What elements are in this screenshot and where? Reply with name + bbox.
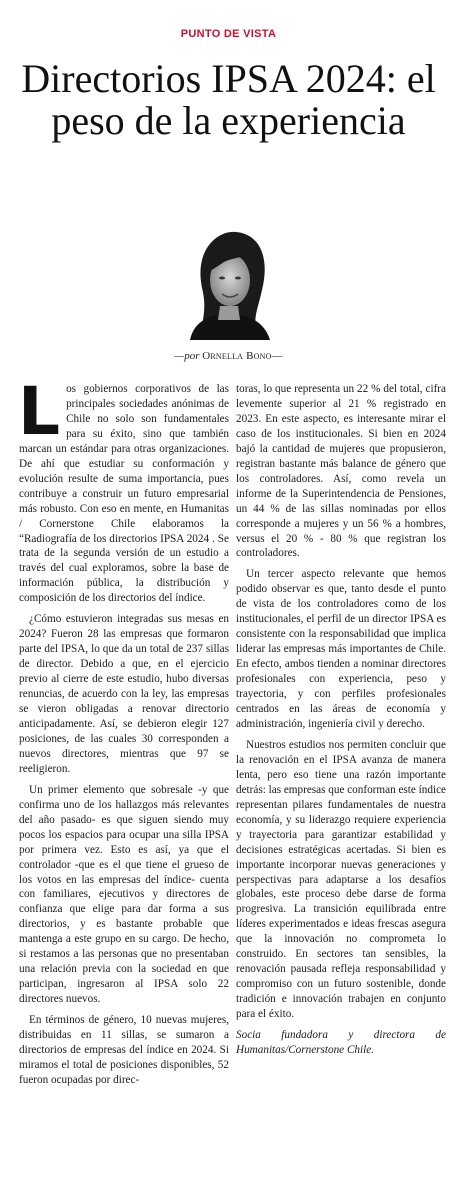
- paragraph: Un tercer aspecto relevante que hemos podido observar es que, tanto desde el punto de vista de los controladores como de los institucionales, el perfil de un director IPSA es consistente con la responsabilidad que implica liderar las empresas más importantes de Chile. En efecto, ambos tienden a nominar directores profesionales con experiencia, peso y trayectoria, y con perfiles profesionales centrados en las áreas de economía y administración, ingeniería civil y derecho.: [236, 568, 446, 730]
- paragraph: En términos de género, 10 nuevas mujeres, distribuidas en 11 sillas, se sumaron a directorios de empresas del índice en 2024. Si miramos el total de posiciones disponibles, 52 fueron ocupadas por direc-: [19, 1014, 229, 1086]
- byline-prefix: —por: [174, 350, 200, 362]
- article-column-2: [236, 382, 446, 1064]
- paragraph: ¿Cómo estuvieron integradas sus mesas en 2024? Fueron 28 las empresas que formaron parte del IPSA, lo que da un total de 237 sillas de director. Debido a que, en el ejercicio previo al cierre de este estudio, hubo diversas renuncias, de acuerdo con la ley, las empresas se vieron obligadas a renovar directorio anticipadamente. Así, se debieron elegir 127 posiciones, de las cuales 30 corresponden a nuevos directores, mientras que 97 se reeligieron.: [19, 613, 229, 775]
- paragraph: Nuestros estudios nos permiten concluir que la renovación en el IPSA avanza de manera lenta, pero eso tiene una razón importante detrás: las empresas que conforman este índice representan pilares fundamentales de nuestra economía, y su liderazgo requiere experiencia y trayectoria para garantizar estabilidad y decisiones estratégicas acertadas. Si bien es importante incorporar nuevas generaciones y perspectivas para adaptarse a los desafíos globales, este proceso debe darse de forma progresiva. La transición equilibrada entre líderes experimentados e ideas frescas asegura que la innovación no comprometa lo construido. En sectores tan sensibles, la renovación pausada refleja responsabilidad y compromiso con un futuro sostenible, donde tradición e innovación trabajen en conjunto para el éxito.: [236, 738, 446, 1021]
- paragraph: toras, lo que representa un 22 % del total, cifra levemente superior al 21 % registrado en 2023. En este aspecto, es interesante mirar el caso de los institucionales. Si bien en 2024 bajó la cantidad de mujeres que propusieron, registran bastante más balance de género que los controladores. Así, como revela un informe de la Superintendencia de Pensiones, un 44 % de las sillas nominadas por ellos corresponde a mujeres y un 56 % a hombres, versus el 20 % - 80 % que registran los controladores.: [236, 383, 446, 560]
- author-signature: Socia fundadora y directora de Humanitas/Cornerstone Chile.: [236, 1029, 446, 1056]
- paragraph: Un primer elemento que sobresale -y que confirma uno de los hallazgos más relevantes del año pasado- es que siguen siendo muy pocos los espacios para ocupar una silla IPSA por primera vez. Esto es así, ya que el controlador -que es el que tiene el grueso de los votos en las empresas del índice- cuenta con familiares, ejecutivos y directores de confianza que elige para dar forma a sus directorios, y es bastante probable que mantenga a este grupo en su cargo. De hecho, si restamos a las personas que no presentaban una relación previa con la sociedad en que participan, ingresaron al IPSA solo 22 directores nuevos.: [19, 783, 229, 1006]
- byline-suffix: —: [271, 350, 283, 362]
- byline: [0, 350, 457, 362]
- author-name: Ornella Bono: [202, 350, 272, 362]
- author-photo: [184, 228, 274, 340]
- drop-cap: L: [18, 373, 61, 450]
- article-title: Directorios IPSA 2024: el peso de la experiencia: [21, 56, 436, 143]
- paragraph: Los gobiernos corporativos de las principales sociedades anónimas de Chile no solo son fundamentales para su éxito, sino que también marcan un estándar para otras organizaciones. De ahí que estudiar su conformación y evolución resulte de suma importancia, pues contribuye a construir un futuro empresarial más robusto. Con eso en mente, en Humanitas / Cornerstone Chile elaboramos la “Radiografía de los directorios IPSA 2024 . Se trata de la segunda versión de un estudio a través del cual exploramos, sobre la base de información pública, la distribución y composición de los directorios del índice.: [18, 373, 229, 605]
- section-label: PUNTO DE VISTA: [180, 28, 277, 40]
- article-column-1: [18, 373, 229, 1094]
